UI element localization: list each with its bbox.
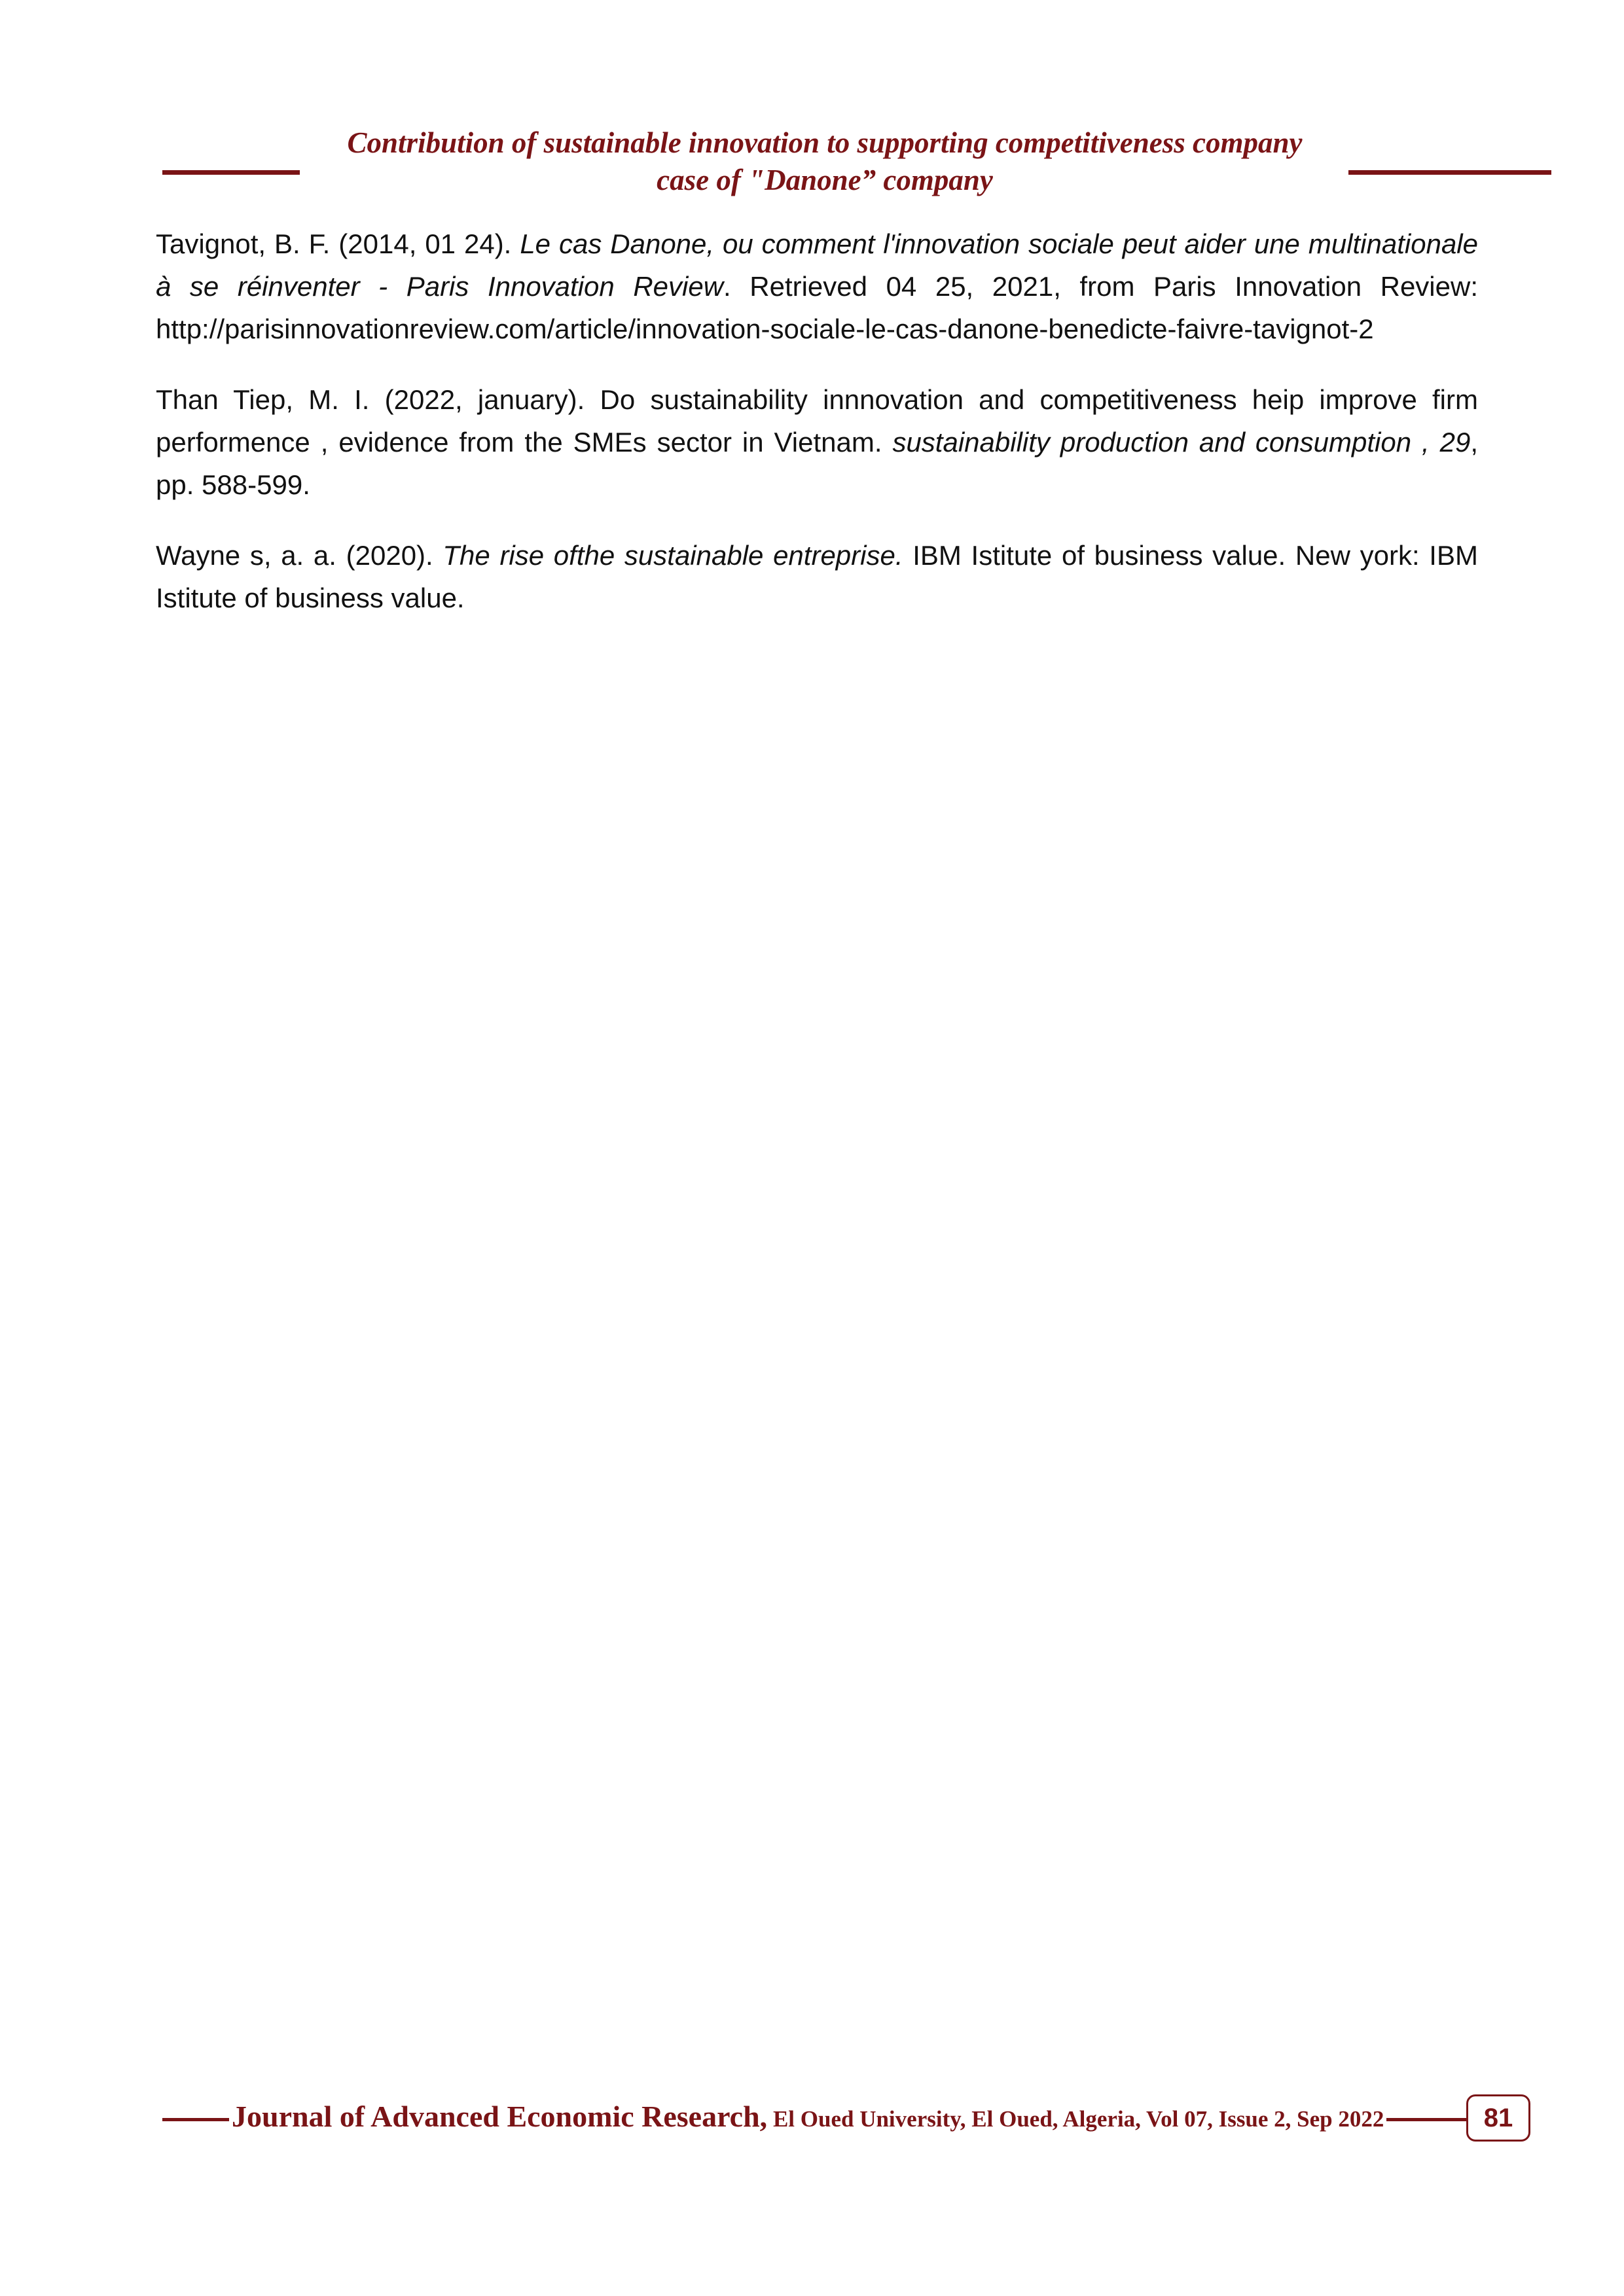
reference-title: Le cas Danone, ou comment l'innovation sociale peut aider une multinationale à se réinventer - Paris Innovation Review [156,228,1478,302]
reference-entry [156,223,1478,350]
header-rule-right [1348,170,1551,175]
header-title-line-2: case of "Danone” company [657,164,993,196]
header-title [301,124,1348,199]
page-number: 81 [1466,2094,1530,2142]
reference-entry [156,378,1478,506]
footer-citation [229,2099,1386,2134]
reference-text: , pp. 588-599. [156,427,1478,500]
reference-text: Wayne s, a. a. (2020). [156,540,443,571]
reference-text: Than Tiep, M. I. (2022, january). Do sustainability innnovation and competitiveness heip improve firm performence , evidence from the SMEs sector in Vietnam. [156,384,1478,457]
reference-text: . Retrieved 04 25, 2021, from Paris Innovation Review: http://parisinnovationreview.com/article/innovation-sociale-le-cas-danone-benedicte-faivre-tavignot-2 [156,271,1478,344]
header-rule-left [162,170,300,175]
journal-details: El Oued University, El Oued, Algeria, Vol 07, Issue 2, Sep 2022 [767,2106,1384,2132]
reference-list [156,223,1478,647]
reference-title: The rise ofthe sustainable entreprise. [442,540,903,571]
running-header [0,124,1624,196]
header-title-line-1: Contribution of sustainable innovation to supporting competitiveness company [347,126,1303,159]
reference-text: Tavignot, B. F. (2014, 01 24). [156,228,520,259]
reference-title: sustainability production and consumption , 29 [892,427,1471,457]
running-footer [0,2091,1624,2144]
journal-name: Journal of Advanced Economic Research, [232,2100,768,2133]
reference-text: IBM Istitute of business value. New york: IBM Istitute of business value. [156,540,1478,613]
reference-entry [156,534,1478,619]
